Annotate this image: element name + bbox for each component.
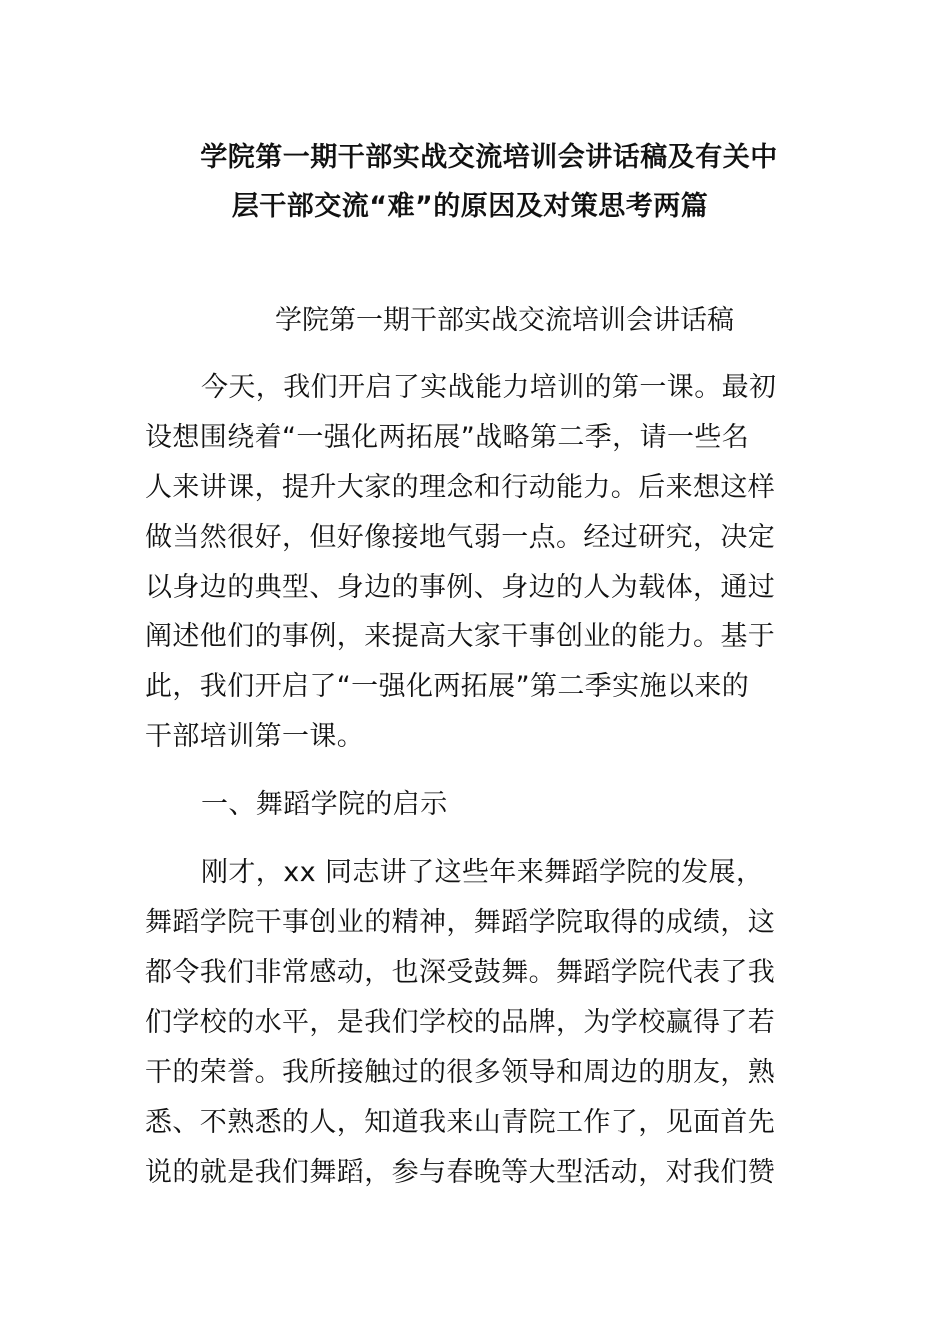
section-heading: 一、舞蹈学院的启示 — [201, 789, 448, 820]
paragraph-2-line: 悉、不熟悉的人，知道我来山青院工作了，见面首先 — [145, 1107, 776, 1138]
paragraph-1-line: 以身边的典型、身边的事例、身边的人为载体，通过 — [145, 572, 776, 603]
paragraph-1-line: 今天，我们开启了实战能力培训的第一课。最初 — [201, 372, 777, 403]
paragraph-1-line: 此，我们开启了“一强化两拓展”第二季实施以来的 — [145, 671, 750, 702]
paragraph-1-line: 设想围绕着“一强化两拓展”战略第二季，请一些名 — [145, 422, 750, 453]
paragraph-1-line: 人来讲课，提升大家的理念和行动能力。后来想这样 — [145, 472, 776, 503]
paragraph-1-line: 干部培训第一课。 — [145, 721, 365, 752]
paragraph-2-line: 刚才，xx 同志讲了这些年来舞蹈学院的发展， — [201, 857, 764, 888]
document-title-line-2: 层干部交流“难”的原因及对策思考两篇 — [231, 191, 709, 222]
document-title-line-1: 学院第一期干部实战交流培训会讲话稿及有关中 — [200, 142, 778, 173]
paragraph-1-line: 做当然很好，但好像接地气弱一点。经过研究，决定 — [145, 522, 776, 553]
paragraph-2-line: 干的荣誉。我所接触过的很多领导和周边的朋友，熟 — [145, 1057, 776, 1088]
paragraph-2-line: 们学校的水平，是我们学校的品牌，为学校赢得了若 — [145, 1007, 776, 1038]
paragraph-2-line: 舞蹈学院干事创业的精神，舞蹈学院取得的成绩，这 — [145, 907, 776, 938]
paragraph-2-line: 说的就是我们舞蹈，参与春晚等大型活动，对我们赞 — [145, 1157, 776, 1188]
speech-subtitle: 学院第一期干部实战交流培训会讲话稿 — [275, 305, 734, 336]
paragraph-1-line: 阐述他们的事例，来提高大家干事创业的能力。基于 — [145, 621, 776, 652]
paragraph-2-line: 都令我们非常感动，也深受鼓舞。舞蹈学院代表了我 — [145, 957, 776, 988]
